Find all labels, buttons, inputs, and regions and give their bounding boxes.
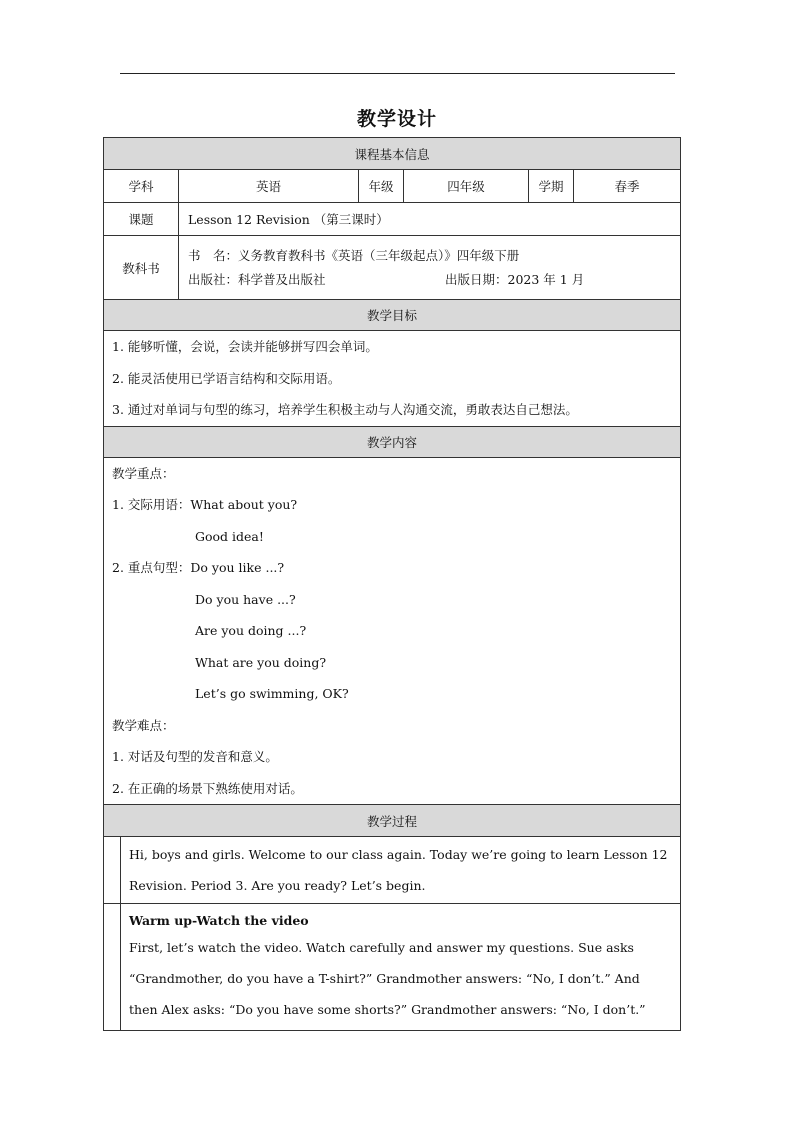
term-value: 春季 [574,170,681,203]
objective-item: 3. 通过对单词与句型的练习，培养学生积极主动与人沟通交流，勇敢表达自己想法。 [112,402,578,417]
pubdate-value: 2023 年 1 月 [507,271,585,287]
document-title: 教学设计 [356,108,437,130]
content-body [104,457,681,805]
expression-label: 1. 交际用语： [112,497,191,512]
term-label: 学期 [529,170,574,203]
section-header-process: 教学过程 [104,805,681,837]
textbook-info [179,236,681,300]
pattern-item: Let’s go swimming, OK? [195,686,349,701]
difficult-item: 2. 在正确的场景下熟练使用对话。 [112,780,303,796]
section-header-basic-info: 课程基本信息 [104,138,681,170]
warmup-title: Warm up-Watch the video [129,913,309,928]
pubdate-label: 出版日期： [445,271,508,287]
pattern-item: Do you like ...? [190,560,285,575]
pattern-label: 2. 重点句型： [112,560,191,575]
difficult-item: 1. 对话及句型的发音和意义。 [112,749,278,764]
objective-item: 2. 能灵活使用已学语言结构和交际用语。 [112,370,341,386]
grade-value: 四年级 [404,170,529,203]
pattern-item: What are you doing? [195,654,327,670]
difficult-points-title: 教学难点： [112,717,175,733]
section-header-content: 教学内容 [104,426,681,457]
process-intro-text: Hi, boys and girls. Welcome to our class again. Today we’re going to learn Lesson 12 Revision. Period 3. Are you ready? Let’s begin. [129,847,668,893]
publisher-value: 科学普及出版社 [238,271,326,287]
publisher-label: 出版社： [188,271,239,287]
book-name-label: 书 名： [188,247,239,263]
lesson-plan-table [103,137,681,1031]
book-name-value: 义务教育教科书《英语（三年级起点）》四年级下册 [238,247,520,263]
grade-label: 年级 [359,170,404,203]
pattern-item: Are you doing ...? [195,623,307,638]
section-header-objectives: 教学目标 [104,300,681,331]
warmup-text: First, let’s watch the video. Watch carefully and answer my questions. Sue asks “Grandmother, do you have a T-shirt?” Grandmother answers: “No, I don’t.” And then Alex asks: “Do you have some shorts?” Grandmother answers: “No, I don’t.” [129,940,646,1017]
topic-value: Lesson 12 Revision （第三课时） [179,203,681,236]
textbook-label: 教科书 [104,236,179,300]
pattern-item: Do you have ...? [195,591,296,607]
topic-label: 课题 [104,203,179,236]
subject-value: 英语 [179,170,359,203]
process-intro-row [104,837,681,904]
process-margin-column [104,837,121,903]
header-rule [120,73,675,74]
process-warmup-row [104,904,681,1031]
key-points-title: 教学重点： [112,465,175,481]
subject-label: 学科 [104,170,179,203]
objectives-list [104,331,681,427]
process-margin-column [104,904,121,1030]
expression-item: What about you? [190,497,298,512]
objective-item: 1. 能够听懂，会说，会读并能够拼写四会单词。 [112,339,378,354]
expression-item: Good idea! [195,528,264,544]
